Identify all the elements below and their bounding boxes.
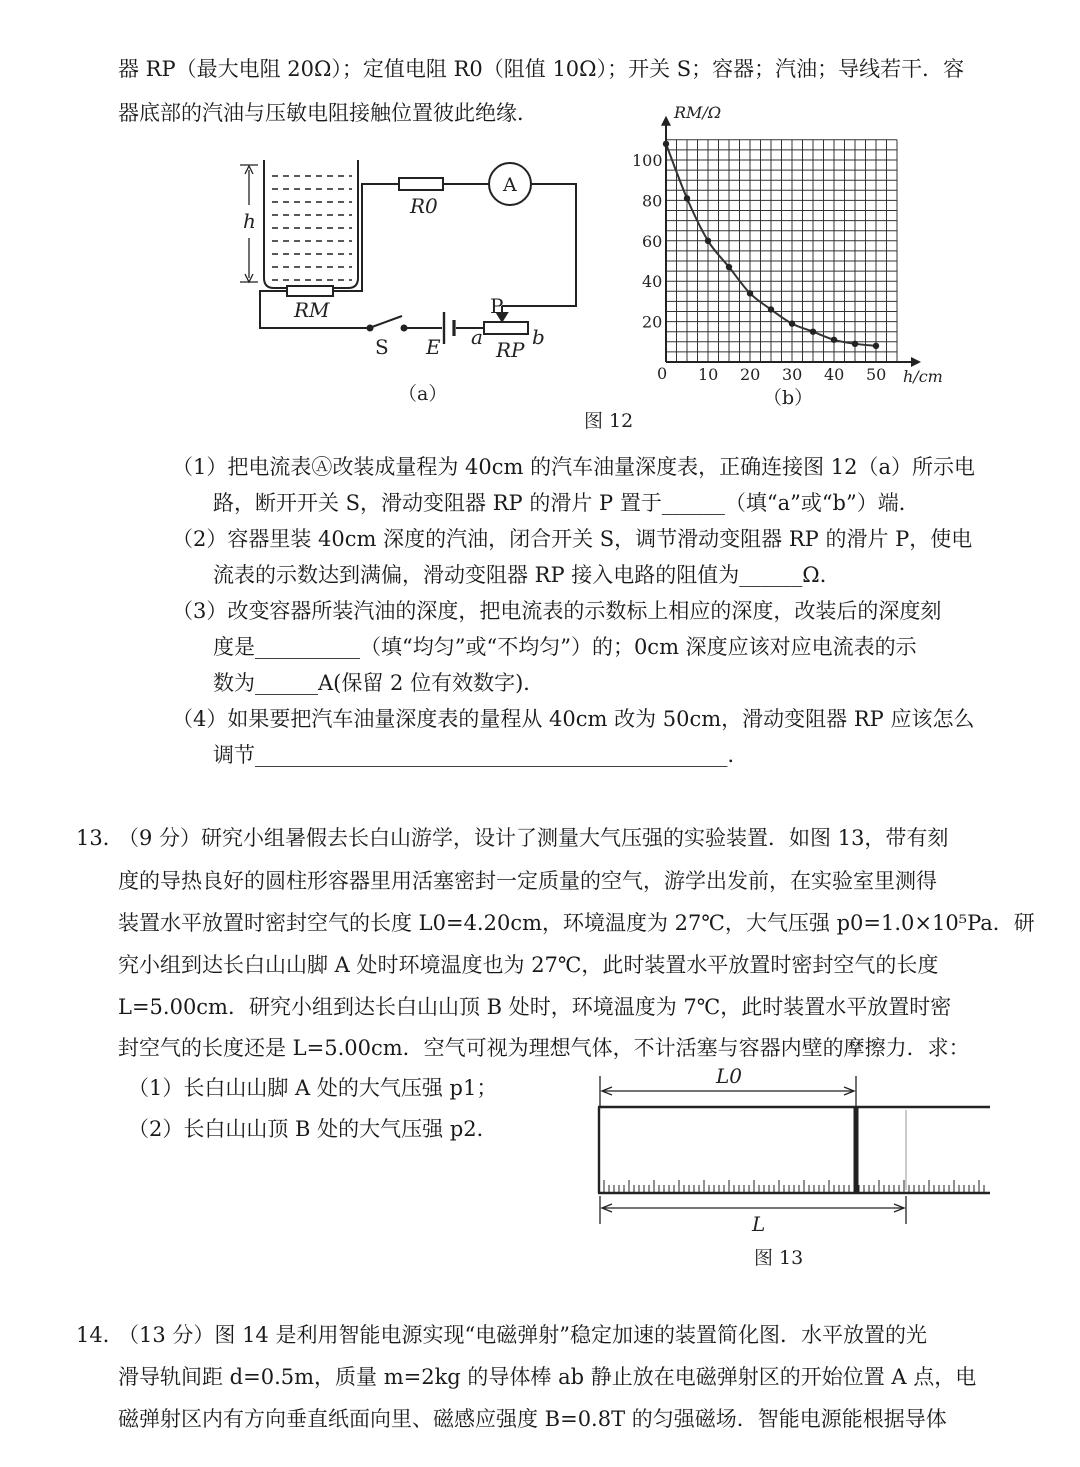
y-tick-label: 60: [642, 231, 663, 251]
q14-number: 14．: [76, 1323, 124, 1347]
data-point: [663, 141, 669, 147]
label-rp: RP: [496, 338, 525, 362]
figure-12-title: 图 12: [584, 410, 634, 432]
y-tick-label: 40: [642, 272, 663, 292]
q13-line-4: 究小组到达长白山山脚 A 处时环境温度也为 27℃，此时装置水平放置时密封空气的长度: [118, 953, 939, 977]
chart-rm-vs-h: [632, 103, 943, 409]
q13-line-1: （9 分）研究小组暑假去长白山游学，设计了测量大气压强的实验装置．如图 13，带有刻: [118, 826, 949, 850]
chart-axes: [661, 116, 921, 367]
q12-part3-line1: （3）改变容器所装汽油的深度，把电流表的示数标上相应的深度，改装后的深度刻: [172, 599, 942, 623]
label-p: P: [490, 294, 504, 318]
data-point: [705, 238, 711, 244]
q12-part1-line1: （1）把电流表Ⓐ改装成量程为 40cm 的汽车油量深度表，正确连接图 12（a）所示电: [172, 455, 976, 479]
switch-blade: [372, 316, 402, 327]
x-tick-label: 50: [866, 365, 887, 384]
circuit-diagram: [240, 160, 576, 344]
label-e: E: [426, 335, 441, 359]
data-point: [873, 343, 879, 349]
label-rm: RM: [294, 298, 330, 322]
label-h: h: [243, 209, 256, 233]
data-point: [789, 320, 795, 326]
r0-resistor: [399, 178, 443, 190]
label-l: L: [752, 1212, 766, 1236]
data-point: [747, 290, 753, 296]
y-tick-label: 20: [642, 312, 663, 332]
x-tick-label: 20: [740, 365, 761, 384]
q13-sub-1: （1）长白山山脚 A 处的大气压强 p1；: [128, 1076, 498, 1100]
intro-line-2: 器底部的汽油与压敏电阻接触位置彼此绝缘．: [118, 101, 538, 125]
rp-rheostat: [484, 322, 528, 334]
y-tick-label: 100: [632, 151, 663, 170]
label-a: a: [471, 325, 483, 349]
y-tick-label: 80: [642, 191, 663, 211]
q14-line-2: 滑导轨间距 d=0.5m，质量 m=2kg 的导体棒 ab 静止放在电磁弹射区的开始位置 A 点，电: [118, 1365, 977, 1389]
wire-top: [333, 184, 399, 291]
x-tick-label: 30: [782, 365, 803, 384]
chart-grid: [666, 140, 897, 362]
data-point: [810, 329, 816, 335]
figure-13-title: 图 13: [754, 1247, 804, 1269]
x-axis-arrow: [911, 357, 921, 367]
q13-line-2: 度的导热良好的圆柱形容器里用活塞密封一定质量的空气，游学出发前，在实验室里测得: [118, 869, 937, 893]
q13-number: 13．: [76, 826, 124, 850]
oil-level: [272, 176, 352, 280]
label-r0: R0: [410, 194, 438, 218]
chart-origin: 0: [657, 364, 668, 383]
q14-line-3: 磁弹射区内有方向垂直纸面向里、磁感应强度 B=0.8T 的匀强磁场．智能电源能根据导体: [118, 1407, 947, 1431]
figure-13: [598, 1076, 990, 1224]
data-point: [852, 341, 858, 347]
q13-sub-2: （2）长白山山顶 B 处的大气压强 p2．: [128, 1117, 498, 1141]
data-point: [831, 337, 837, 343]
q12-part4-line1: （4）如果要把汽车油量深度表的量程从 40cm 改为 50cm，滑动变阻器 RP 应该怎么: [172, 707, 975, 731]
rm-resistor: [287, 286, 333, 296]
label-s: S: [375, 335, 389, 359]
caption-b: （b）: [763, 387, 814, 409]
intro-line-1: 器 RP（最大电阻 20Ω）；定值电阻 R0（阻值 10Ω）；开关 S；容器；汽油；导线若干．容: [118, 57, 965, 81]
caption-a: （a）: [398, 383, 448, 405]
data-point: [726, 264, 732, 270]
y-axis-arrow: [661, 116, 671, 126]
chart-ylabel: RM/Ω: [674, 103, 722, 122]
chart-tick-labels: [632, 151, 886, 384]
data-point: [684, 195, 690, 201]
q12-part1-line2: 路，断开开关 S，滑动变阻器 RP 的滑片 P 置于______（填“a”或“b”）端．: [213, 491, 920, 515]
label-l0: L0: [716, 1064, 743, 1088]
label-ammeter: A: [503, 174, 517, 196]
q12-part4-line2: 调节_____________________________________________．: [213, 743, 749, 767]
q14-line-1: （13 分）图 14 是利用智能电源实现“电磁弹射”稳定加速的装置简化图．水平放置的光: [118, 1323, 927, 1347]
x-tick-label: 10: [698, 365, 719, 384]
cylinder-scale: [604, 1180, 984, 1192]
q12-part3-line3: 数为______A(保留 2 位有效数字)．: [213, 671, 545, 695]
q13-line-3: 装置水平放置时密封空气的长度 L0=4.20cm，环境温度为 27℃，大气压强 p0=1.0×10⁵Pa．研: [118, 911, 1035, 935]
chart-xlabel: h/cm: [903, 367, 943, 386]
q13-line-6: 封空气的长度还是 L=5.00cm．空气可视为理想气体，不计活塞与容器内壁的摩擦力．求：: [118, 1036, 970, 1060]
label-b: b: [532, 325, 545, 349]
x-tick-label: 40: [824, 365, 845, 384]
data-point: [768, 306, 774, 312]
q12-part3-line2: 度是__________（填“均匀”或“不均匀”）的；0cm 深度应该对应电流表的示: [213, 635, 917, 659]
q12-part2-line2: 流表的示数达到满偏，滑动变阻器 RP 接入电路的阻值为______Ω．: [213, 563, 841, 587]
container: [264, 160, 358, 288]
q12-part2-line1: （2）容器里装 40cm 深度的汽油，闭合开关 S，调节滑动变阻器 RP 的滑片 P，使电: [172, 527, 973, 551]
q13-line-5: L=5.00cm．研究小组到达长白山山顶 B 处时，环境温度为 7℃，此时装置水平放置时密: [118, 995, 952, 1019]
